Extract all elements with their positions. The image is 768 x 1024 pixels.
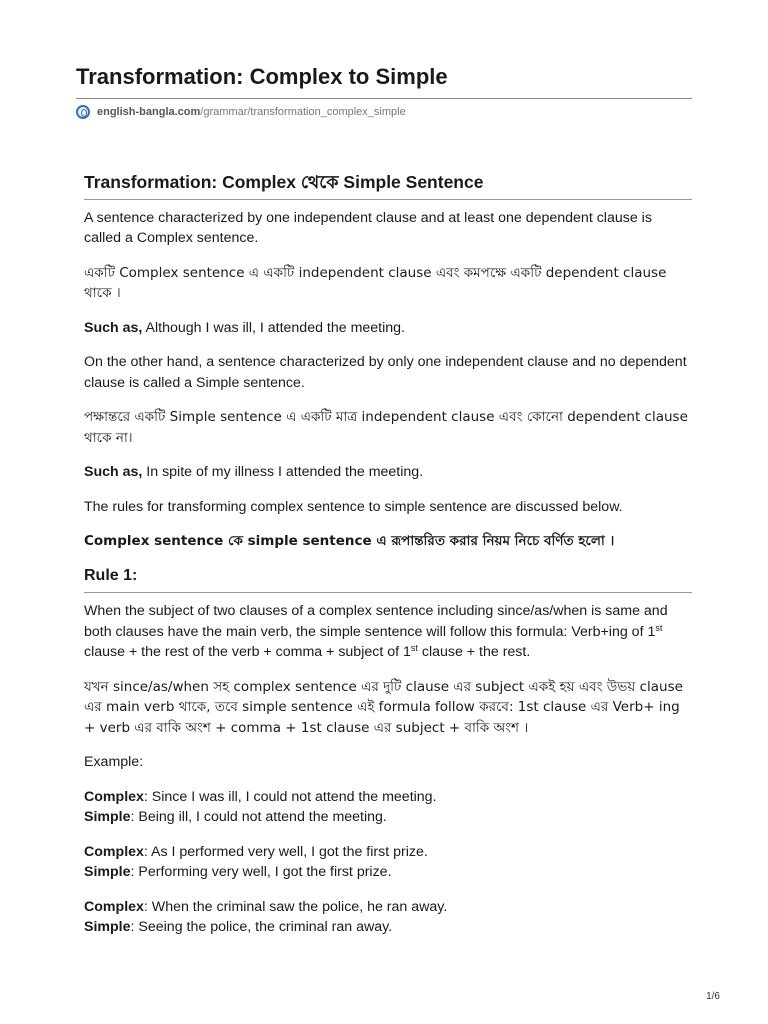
simple-sentence: Simple: Seeing the police, the criminal ran away. <box>84 919 393 935</box>
source-path: /grammar/transformation_complex_simple <box>200 106 406 118</box>
complex-example <box>84 318 692 339</box>
source-domain: english-bangla.com <box>97 106 201 118</box>
simple-definition: On the other hand, a sentence characterized by only one independent clause and no dependent clause is called a Simple sentence. <box>84 354 687 391</box>
article-body <box>84 172 692 938</box>
rule-1-title: Rule 1: <box>84 566 692 594</box>
example-heading: Example: <box>84 754 144 770</box>
simple-example <box>84 462 692 483</box>
example-pair <box>84 897 692 938</box>
complex-sentence: Complex: As I performed very well, I got the first prize. <box>84 843 428 860</box>
page-number: 1/6 <box>706 991 720 1002</box>
complex-sentence: Complex: When the criminal saw the police, he ran away. <box>84 898 448 915</box>
example-label: Such as, <box>84 319 143 336</box>
source-url[interactable] <box>76 105 692 119</box>
page-title: Transformation: Complex to Simple <box>76 64 692 99</box>
simple-sentence: Simple: Being ill, I could not attend the meeting. <box>84 809 387 825</box>
page-header <box>76 64 692 119</box>
globe-icon <box>76 105 90 119</box>
complex-definition: A sentence characterized by one independent clause and at least one dependent clause is called a Complex sentence. <box>84 209 652 246</box>
rules-intro-bn: Complex sentence কে simple sentence এ রূপান্তরিত করার নিয়ম নিচে বর্ণিত হলো । <box>84 533 615 549</box>
simple-definition-bn: পক্ষান্তরে একটি Simple sentence এ একটি মাত্র independent clause এবং কোনো dependent clause থাকে না। <box>84 409 688 446</box>
simple-sentence: Simple: Performing very well, I got the first prize. <box>84 864 392 880</box>
complex-definition-bn: একটি Complex sentence এ একটি independent clause এবং কমপক্ষে একটি dependent clause থাকে । <box>84 264 667 301</box>
example-text: In spite of my illness I attended the meeting. <box>142 464 424 480</box>
article-heading: Transformation: Complex থেকে Simple Sentence <box>84 172 692 200</box>
rules-intro: The rules for transforming complex sentence to simple sentence are discussed below. <box>84 498 623 515</box>
example-pair <box>84 787 692 828</box>
example-pair <box>84 842 692 883</box>
rule-1-description: When the subject of two clauses of a complex sentence including since/as/when is same and both clauses have the main verb, the simple sentence will follow this formula: Verb+ing of 1st clause + the rest of the verb + comma + subject of 1st clause + the rest. <box>84 603 668 660</box>
rule-1-description-bn: যখন since/as/when সহ complex sentence এর দুটি clause এর subject একই হয় এবং উভয় clause এর main verb থাকে, তবে simple sentence এই formula follow করবে: 1st clause এর Verb+ ing + verb এর বাকি অংশ + comma + 1st clause এর subject + বাকি অংশ । <box>84 678 683 736</box>
example-label: Such as, <box>84 464 143 480</box>
complex-sentence: Complex: Since I was ill, I could not attend the meeting. <box>84 788 437 805</box>
example-text: Although I was ill, I attended the meeting. <box>142 319 405 336</box>
